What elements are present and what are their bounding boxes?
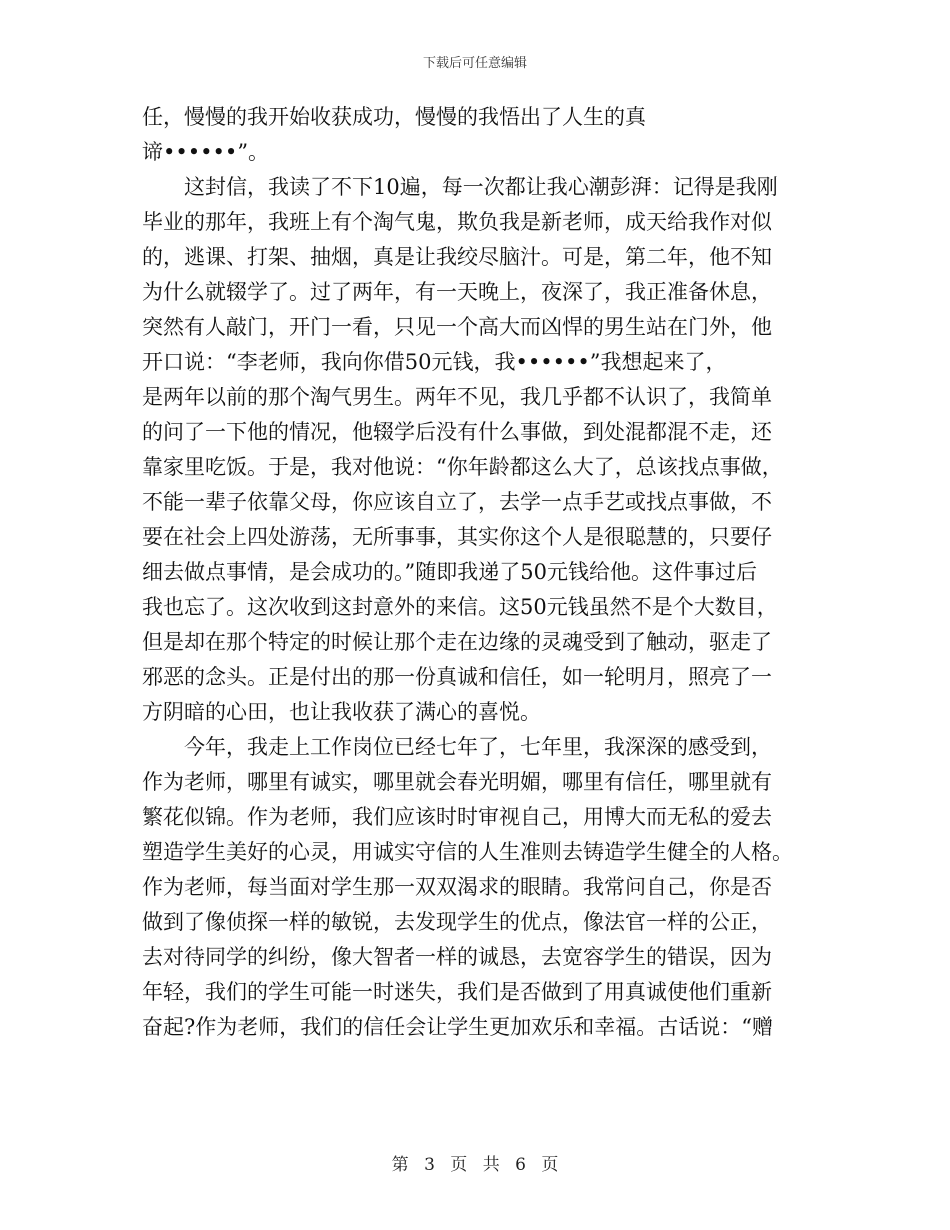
footer-page-word: 页 (450, 1155, 468, 1175)
text-line: 方阴暗的心田，也让我收获了满心的喜悦。 (142, 700, 541, 724)
text-line: 任，慢慢的我开始收获成功，慢慢的我悟出了人生的真 (142, 105, 646, 129)
text-line: 奋起?作为老师，我们的信任会让学生更加欢乐和幸福。古话说：“赠 (142, 1015, 773, 1039)
text-line: 今年，我走上工作岗位已经七年了，七年里，我深深的感受到， (142, 735, 772, 759)
footer-suffix: 页 (541, 1155, 559, 1175)
text-line: 不能一辈子依靠父母，你应该自立了，去学一点手艺或找点事做，不 (142, 490, 772, 514)
current-page-number: 3 (424, 1155, 435, 1175)
text-line: 突然有人敲门，开门一看，只见一个高大而凶悍的男生站在门外，他 (142, 315, 772, 339)
text-line: 靠家里吃饭。于是，我对他说：“你年龄都这么大了，总该找点事做， (142, 455, 783, 479)
text-line: 繁花似锦。作为老师，我们应该时时审视自己，用博大而无私的爱去 (142, 805, 772, 829)
text-line: 做到了像侦探一样的敏锐，去发现学生的优点，像法官一样的公正， (142, 910, 772, 934)
text-line: 这封信，我读了不下10遍，每一次都让我心潮彭湃：记得是我刚 (142, 175, 778, 199)
text-line: 细去做点事情，是会成功的。”随即我递了50元钱给他。这件事过后 (142, 560, 757, 584)
text-line: 为什么就辍学了。过了两年，有一天晚上，夜深了，我正准备休息， (142, 280, 772, 304)
text-line: 要在社会上四处游荡，无所事事，其实你这个人是很聪慧的，只要仔 (142, 525, 772, 549)
text-line: 毕业的那年，我班上有个淘气鬼，欺负我是新老师，成天给我作对似 (142, 210, 772, 234)
text-line: 作为老师，每当面对学生那一双双渴求的眼睛。我常问自己，你是否 (142, 875, 772, 899)
text-line: 的问了一下他的情况，他辍学后没有什么事做，到处混都混不走，还 (142, 420, 772, 444)
text-line: 的，逃课、打架、抽烟，真是让我绞尽脑汁。可是，第二年，他不知 (142, 245, 772, 269)
page-footer (0, 1150, 950, 1175)
footer-prefix: 第 (391, 1155, 409, 1175)
document-body (142, 100, 822, 1045)
text-line: 是两年以前的那个淘气男生。两年不见，我几乎都不认识了，我简单 (142, 385, 772, 409)
page-header: 下载后可任意编辑 (422, 56, 527, 71)
total-page-number: 6 (515, 1155, 526, 1175)
text-line: 去对待同学的纠纷，像大智者一样的诚恳，去宽容学生的错误，因为 (142, 945, 772, 969)
text-line: 谛••••••”。 (142, 140, 270, 164)
text-line: 邪恶的念头。正是付出的那一份真诚和信任，如一轮明月，照亮了一 (142, 665, 772, 689)
text-line: 我也忘了。这次收到这封意外的来信。这50元钱虽然不是个大数目， (142, 595, 778, 619)
text-line: 但是却在那个特定的时候让那个走在边缘的灵魂受到了触动，驱走了 (142, 630, 772, 654)
text-line: 年轻，我们的学生可能一时迷失，我们是否做到了用真诚使他们重新 (142, 980, 772, 1004)
text-line: 开口说：“李老师，我向你借50元钱，我••••••”我想起来了， (142, 350, 727, 374)
footer-total-word: 共 (482, 1155, 500, 1175)
text-line: 作为老师，哪里有诚实，哪里就会春光明媚，哪里有信任，哪里就有 (142, 770, 772, 794)
text-line: 塑造学生美好的心灵，用诚实守信的人生准则去铸造学生健全的人格。 (142, 840, 793, 864)
